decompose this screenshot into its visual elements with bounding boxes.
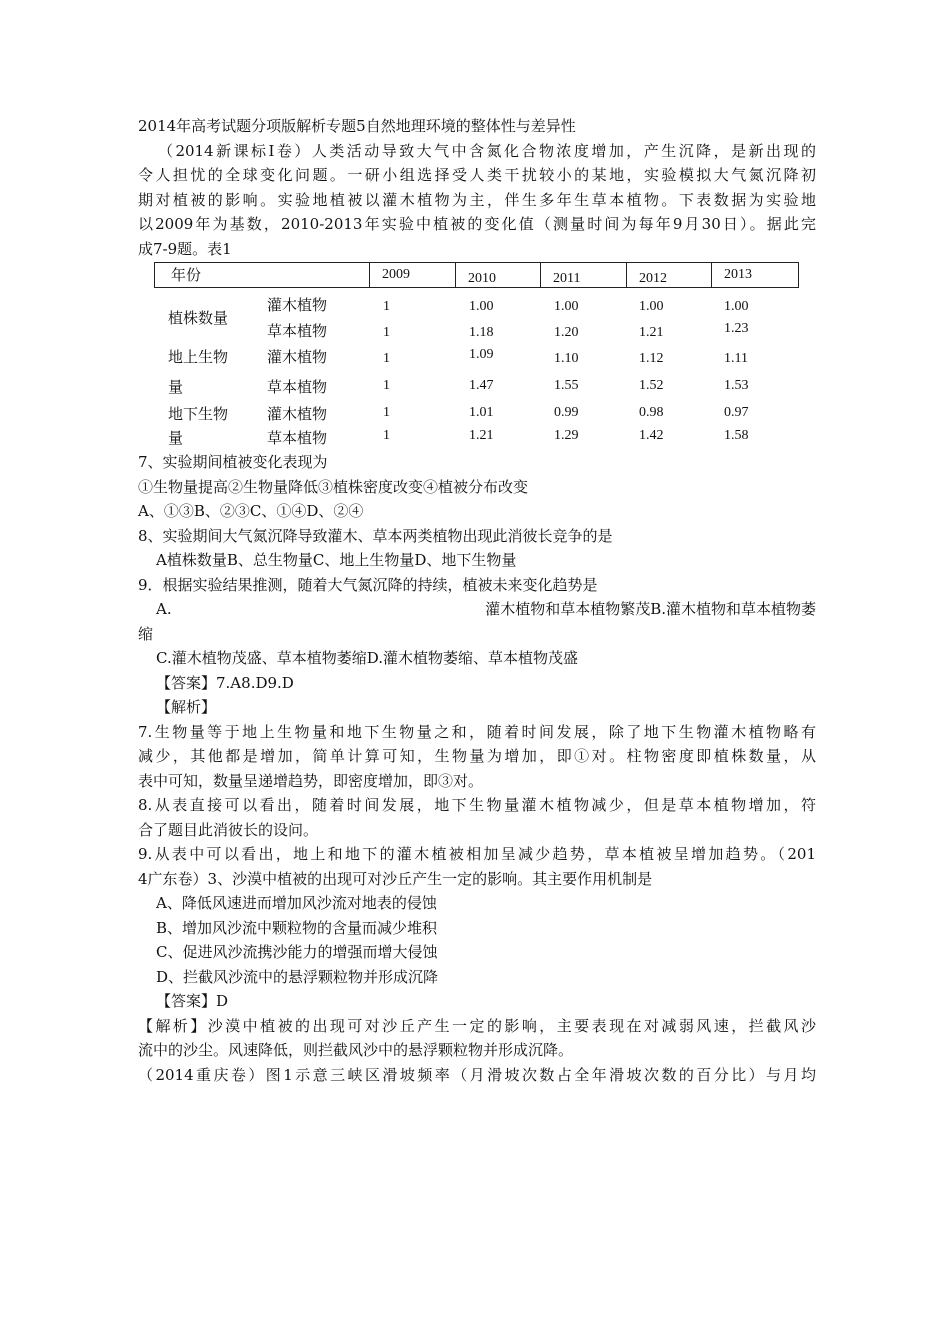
explanation-8-line-2: 合了题目此消彼长的设问。 xyxy=(138,820,319,839)
question-3-option-b: B、增加风沙流中颗粒物的含量而减少堆积 xyxy=(156,918,438,937)
table-header-year-2012: 2012 xyxy=(626,262,712,288)
table-cell: 0.99 xyxy=(554,405,579,420)
intro-line-2: 令人担忧的全球变化问题。一研小组选择受人类干扰较小的某地，实验模拟大气氮沉降初 xyxy=(138,166,816,184)
intro-line-1: （2014新课标I卷）人类活动导致大气中含氮化合物浓度增加，产生沉降，是新出现的 xyxy=(158,141,816,160)
question-9: 9．根据实验结果推测，随着大气氮沉降的持续，植被未来变化趋势是 xyxy=(138,575,598,594)
row-type: 灌木植物 xyxy=(267,405,328,423)
document-body xyxy=(138,114,816,261)
table-cell: 1.21 xyxy=(639,325,664,340)
table-cell: 1.47 xyxy=(469,378,494,393)
table-header-year-2013: 2013 xyxy=(711,262,799,288)
explanation-7-line-3: 表中可知，数量呈递增趋势，即密度增加，即③对。 xyxy=(138,771,484,790)
row-type: 草本植物 xyxy=(267,429,328,447)
row-type: 灌木植物 xyxy=(267,296,328,314)
table-cell: 1.55 xyxy=(554,378,579,393)
question-7: 7、实验期间植被变化表现为 xyxy=(138,453,328,471)
explanation-8-line-1: 8.从表直接可以看出，随着时间发展，地下生物量灌木植物减少，但是草本植物增加，符 xyxy=(138,796,816,814)
question-9-option-cd: C.灌木植物茂盛、草本植物萎缩D.灌木植物萎缩、草本植物茂盛 xyxy=(156,649,578,667)
table-cell: 1.23 xyxy=(724,321,749,336)
question-7-items: ①生物量提高②生物量降低③植株密度改变④植被分布改变 xyxy=(138,477,529,496)
row-type: 灌木植物 xyxy=(267,348,328,366)
table-cell: 1.00 xyxy=(469,299,494,314)
table-header-year-2010: 2010 xyxy=(455,262,541,288)
answer-7-9: 【答案】7.A8.D9.D xyxy=(156,673,294,692)
group-label-belowground: 地下生物 xyxy=(168,405,229,423)
table-cell: 1 xyxy=(383,299,390,314)
question-7-options: A、①③B、②③C、①④D、②④ xyxy=(138,502,364,520)
question-3-option-a: A、降低风速进而增加风沙流对地表的侵蚀 xyxy=(156,894,437,912)
table-cell: 1.11 xyxy=(724,351,748,366)
table-cell: 0.97 xyxy=(724,405,749,420)
question-9-a-label: A. xyxy=(156,600,172,618)
group-label-aboveground-2: 量 xyxy=(168,378,184,396)
question-3-option-c: C、促进风沙流携沙能力的增强而增大侵蚀 xyxy=(156,943,438,961)
table-cell: 1.58 xyxy=(724,428,749,443)
table-cell: 1.01 xyxy=(469,405,494,420)
questions-section xyxy=(138,450,816,1087)
table-cell: 1.10 xyxy=(554,351,579,366)
table-cell: 0.98 xyxy=(639,405,664,420)
intro-line-4: 以2009年为基数，2010-2013年实验中植被的变化值（测量时间为每年9月30日）。据此完 xyxy=(138,215,816,233)
answer-3: 【答案】D xyxy=(156,992,229,1010)
analysis-3-line-1: 【解析】沙漠中植被的出现可对沙丘产生一定的影响，主要表现在对减弱风速，拦截风沙 xyxy=(138,1016,816,1035)
table-header-year-2011: 2011 xyxy=(540,262,627,288)
question-9-ab-text: 灌木植物和草本植物繁茂B.灌木植物和草本植物萎 xyxy=(485,600,816,618)
question-3-option-d: D、拦截风沙流中的悬浮颗粒物并形成沉降 xyxy=(156,967,439,986)
table-cell: 1.00 xyxy=(554,299,579,314)
table-cell: 1.42 xyxy=(639,428,664,443)
row-type: 草本植物 xyxy=(267,322,328,340)
table-cell: 1.00 xyxy=(639,299,664,314)
row-type: 草本植物 xyxy=(267,378,328,396)
analysis-heading: 【解析】 xyxy=(156,698,217,716)
table-cell: 1 xyxy=(383,428,390,443)
question-9-option-ab xyxy=(138,597,816,622)
table-cell: 1.12 xyxy=(639,351,664,366)
group-label-plant-count: 植株数量 xyxy=(168,309,229,327)
table-cell: 1.09 xyxy=(469,347,494,362)
question-8-options: A植株数量B、总生物量C、地上生物量D、地下生物量 xyxy=(156,551,517,569)
table-cell: 1 xyxy=(383,325,390,340)
table-cell: 1.52 xyxy=(639,378,664,393)
explanation-7-line-1: 7.生物量等于地上生物量和地下生物量之和，随着时间发展，除了地下生物灌木植物略有 xyxy=(138,722,816,741)
table-cell: 1.00 xyxy=(724,299,749,314)
table-cell: 1.29 xyxy=(554,428,579,443)
explanation-9-line-1: 9.从表中可以看出，地上和地下的灌木植被相加呈减少趋势，草本植被呈增加趋势。（201 xyxy=(138,845,816,863)
intro-line-5: 成7-9题。表1 xyxy=(138,239,232,258)
table-header-year-label: 年份 xyxy=(154,262,370,288)
table-cell: 1.18 xyxy=(469,325,494,340)
analysis-3-line-2: 流中的沙尘。风速降低，则拦截风沙中的悬浮颗粒物并形成沉降。 xyxy=(138,1041,574,1059)
group-label-belowground-2: 量 xyxy=(168,429,184,447)
table-cell: 1 xyxy=(383,405,390,420)
table-cell: 1.53 xyxy=(724,378,749,393)
intro-line-3: 期对植被的影响。实验地植被以灌木植物为主，伴生多年生草本植物。下表数据为实验地 xyxy=(138,190,816,209)
table-header-year-2009: 2009 xyxy=(369,262,456,288)
doc-title: 2014年高考试题分项版解析专题5自然地理环境的整体性与差异性 xyxy=(138,117,576,135)
table-cell: 1 xyxy=(383,351,390,366)
explanation-9-line-2: 4广东卷）3、沙漠中植被的出现可对沙丘产生一定的影响。其主要作用机制是 xyxy=(138,869,653,888)
chongqing-intro-line: （2014重庆卷）图1示意三峡区滑坡频率（月滑坡次数占全年滑坡次数的百分比）与月均 xyxy=(138,1065,816,1084)
group-label-aboveground: 地上生物 xyxy=(168,348,229,366)
explanation-7-line-2: 减少，其他都是增加，简单计算可知，生物量为增加，即①对。柱物密度即植株数量，从 xyxy=(138,747,816,765)
table-cell: 1 xyxy=(383,378,390,393)
question-9-ab-wrap: 缩 xyxy=(138,624,154,643)
question-8: 8、实验期间大气氮沉降导致灌木、草本两类植物出现此消彼长竞争的是 xyxy=(138,526,613,545)
table-cell: 1.20 xyxy=(554,325,579,340)
table-cell: 1.21 xyxy=(469,428,494,443)
